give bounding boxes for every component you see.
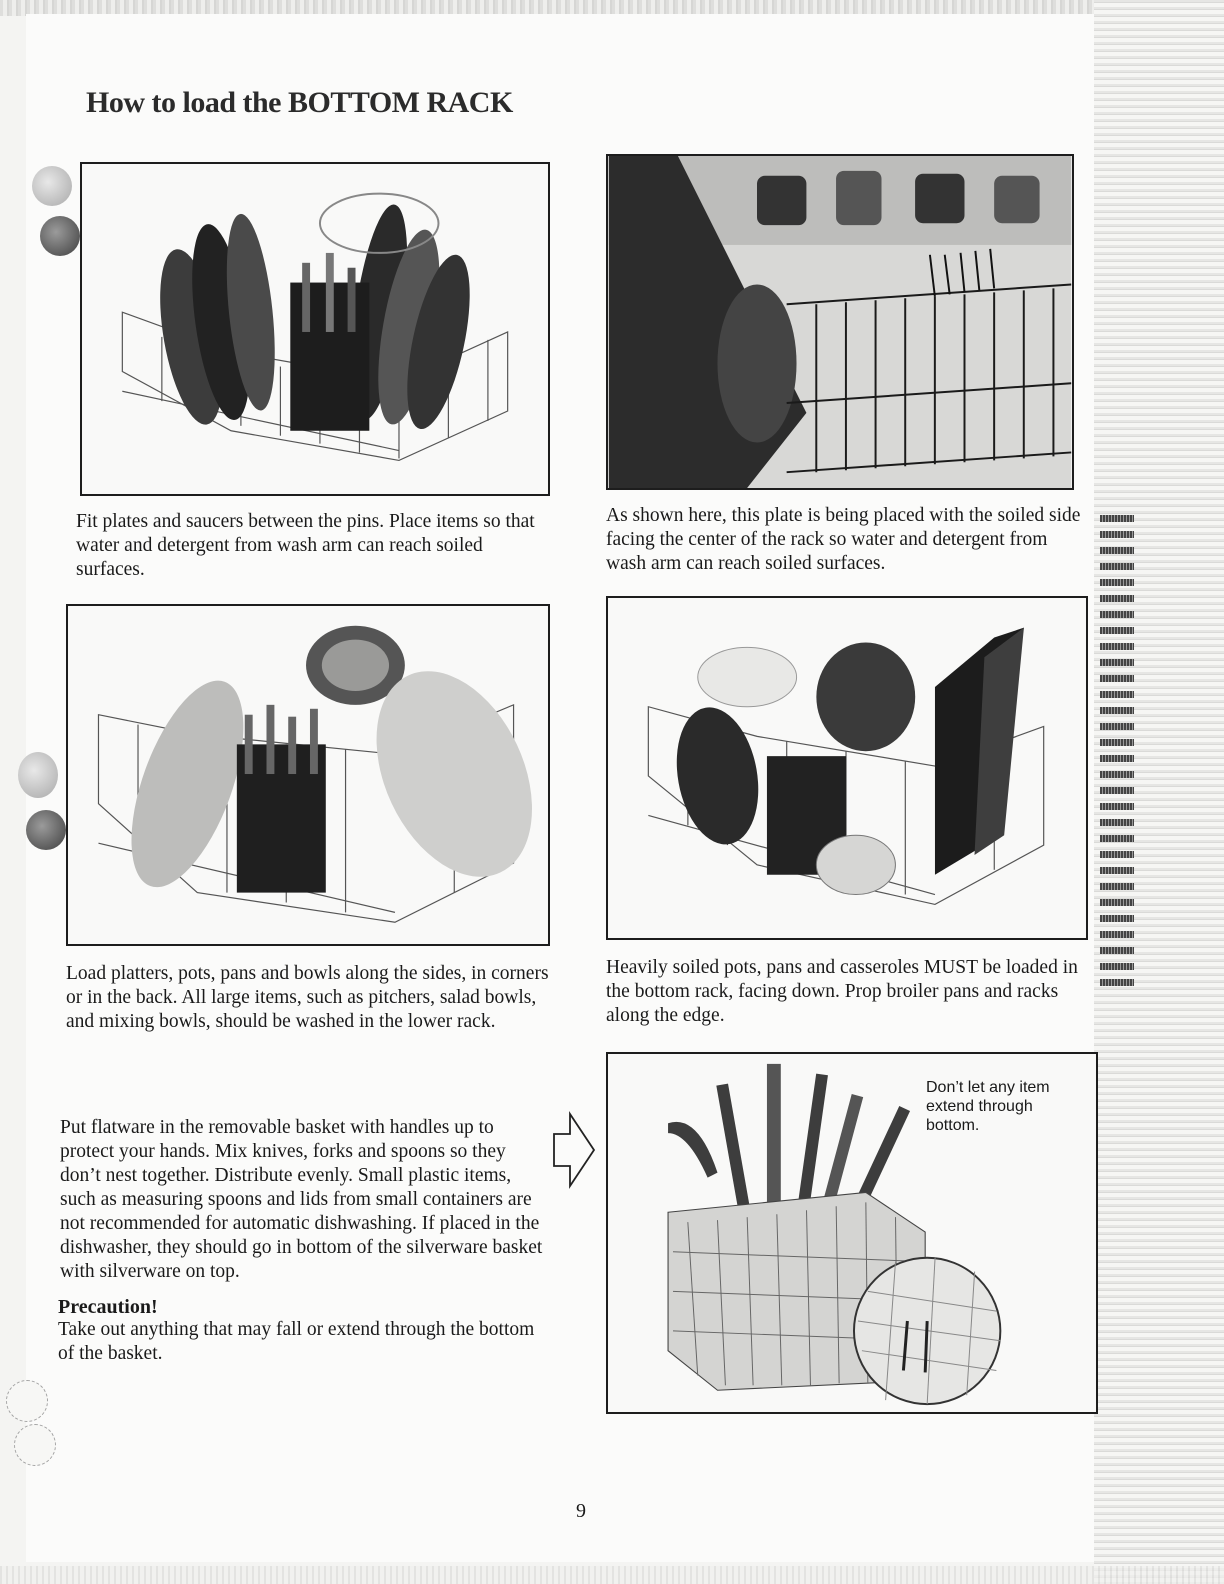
photo-platters-pots-bowls <box>66 604 550 946</box>
punch-hole-icon <box>18 752 58 798</box>
scan-edge-bottom <box>0 1566 1224 1584</box>
caption-plate-placement: As shown here, this plate is being placed with the soiled side facing the center of the rack so water and detergent from wash arm can reach soiled surfaces. <box>606 505 1081 574</box>
page-title: How to load the BOTTOM RACK <box>86 86 513 119</box>
scan-margin-bleed <box>1125 600 1165 1040</box>
platters-bowls-illustration <box>68 606 548 944</box>
plates-rack-illustration <box>82 164 548 494</box>
punch-hole-icon <box>26 810 66 850</box>
caption-platters: Load platters, pots, pans and bowls along the sides, in corners or in the back. All large items, such as pitchers, salad bowls, and mixing bowls, should be washed in the lower rack. <box>66 963 549 1032</box>
caption-flatware: Put flatware in the removable basket with handles up to protect your hands. Mix knives, forks and spoons so they don’t nest together. Distribute evenly. Small plastic items, such as measuring spoons and lids from small containers are not recommended for automatic dishwashing. If placed in the dishwasher, they should go in bottom of the silverware basket with silverware on top. <box>60 1117 543 1282</box>
caption-plates: Fit plates and saucers between the pins. Place items so that water and detergent from wash arm can reach soiled surfaces. <box>76 511 535 580</box>
precaution-text: Take out anything that may fall or extend through the bottom of the basket. <box>58 1319 535 1364</box>
photo-plates-in-rack <box>80 162 550 496</box>
punch-hole-icon <box>14 1424 56 1466</box>
page-number: 9 <box>576 1500 586 1522</box>
soiled-pots-illustration <box>608 598 1086 938</box>
photo-plate-placement <box>606 154 1074 490</box>
arrow-right-icon <box>550 1110 596 1190</box>
plate-placement-illustration <box>608 156 1072 488</box>
punch-hole-icon <box>32 166 72 206</box>
caption-soiled-pots: Heavily soiled pots, pans and casseroles MUST be loaded in the bottom rack, facing down. Prop broiler pans and racks along the edge. <box>606 957 1078 1026</box>
basket-callout: Don’t let any item extend through bottom. <box>926 1079 1050 1134</box>
precaution-heading: Precaution! <box>58 1296 158 1318</box>
photo-soiled-pots <box>606 596 1088 940</box>
punch-hole-icon <box>6 1380 48 1422</box>
punch-hole-icon <box>40 216 80 256</box>
